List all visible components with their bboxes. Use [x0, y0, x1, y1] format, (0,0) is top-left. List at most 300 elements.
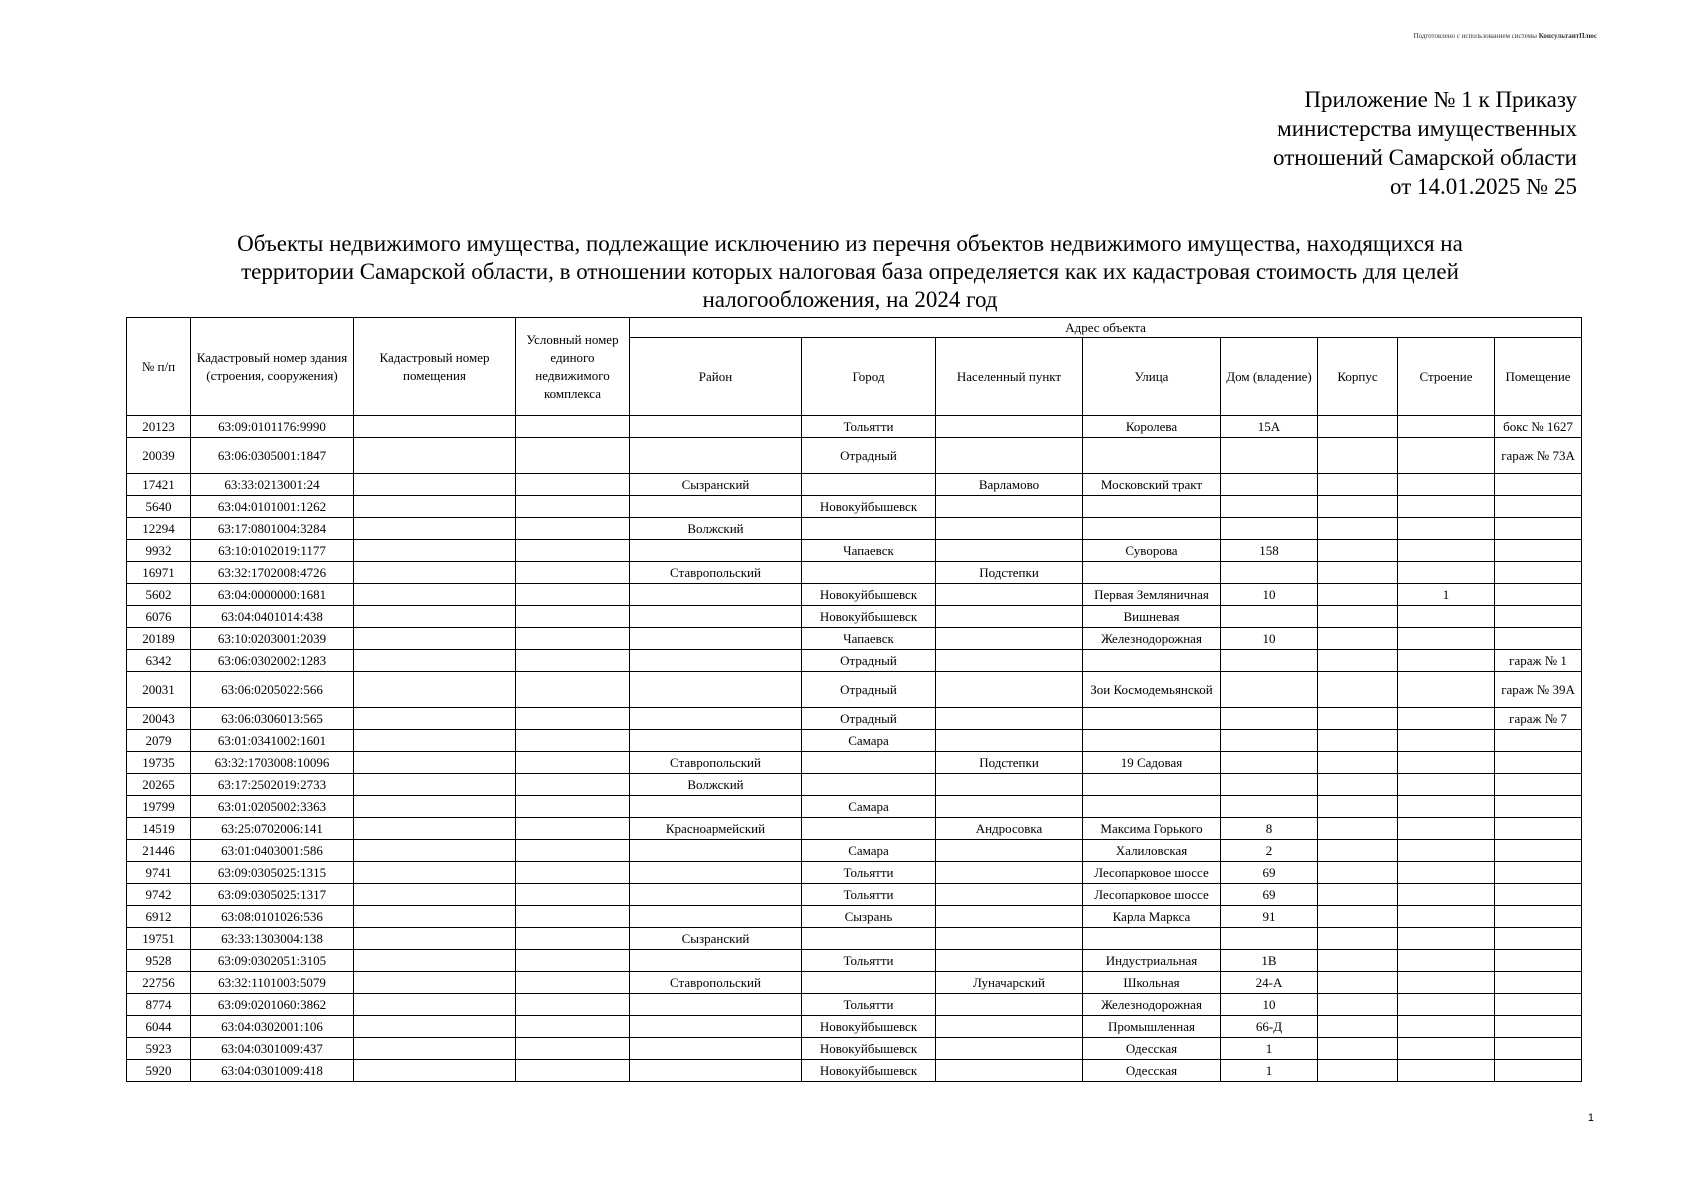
- cell-structure: [1398, 540, 1495, 562]
- cell-house: 1: [1221, 1060, 1318, 1082]
- cell-block: [1318, 708, 1398, 730]
- cell-structure: [1398, 496, 1495, 518]
- cell-district: [630, 650, 802, 672]
- cell-city: [802, 474, 936, 496]
- cell-room-cadastral: [354, 584, 516, 606]
- cell-premises: [1495, 518, 1582, 540]
- cell-structure: [1398, 672, 1495, 708]
- cell-room-cadastral: [354, 540, 516, 562]
- table-row: [127, 518, 1582, 540]
- cell-conditional-number: [516, 416, 630, 438]
- cell-settlement: [936, 840, 1083, 862]
- cell-premises: [1495, 1038, 1582, 1060]
- table-row: [127, 796, 1582, 818]
- cell-district: [630, 416, 802, 438]
- table-row: [127, 950, 1582, 972]
- cell-settlement: [936, 496, 1083, 518]
- cell-street: [1083, 496, 1221, 518]
- cell-conditional-number: [516, 862, 630, 884]
- cell-settlement: Подстепки: [936, 562, 1083, 584]
- cell-num: 20043: [127, 708, 191, 730]
- cell-conditional-number: [516, 474, 630, 496]
- cell-building-cadastral: 63:33:1303004:138: [191, 928, 354, 950]
- cell-block: [1318, 818, 1398, 840]
- cell-block: [1318, 562, 1398, 584]
- cell-block: [1318, 584, 1398, 606]
- cell-room-cadastral: [354, 1016, 516, 1038]
- cell-district: [630, 1038, 802, 1060]
- cell-district: [630, 906, 802, 928]
- cell-house: [1221, 518, 1318, 540]
- cell-street: Халиловская: [1083, 840, 1221, 862]
- cell-num: 19735: [127, 752, 191, 774]
- cell-settlement: [936, 1038, 1083, 1060]
- cell-city: [802, 774, 936, 796]
- cell-district: Красноармейский: [630, 818, 802, 840]
- cell-block: [1318, 540, 1398, 562]
- cell-settlement: [936, 1060, 1083, 1082]
- appendix-block: [1273, 85, 1577, 201]
- header-building-cadastral: Кадастровый номер здания (строения, сооружения): [191, 318, 354, 416]
- cell-district: Ставропольский: [630, 752, 802, 774]
- cell-settlement: [936, 950, 1083, 972]
- cell-building-cadastral: 63:32:1703008:10096: [191, 752, 354, 774]
- cell-premises: гараж № 73А: [1495, 438, 1582, 474]
- cell-house: [1221, 496, 1318, 518]
- cell-building-cadastral: 63:10:0203001:2039: [191, 628, 354, 650]
- cell-structure: [1398, 796, 1495, 818]
- cell-street: [1083, 438, 1221, 474]
- cell-district: Сызранский: [630, 928, 802, 950]
- cell-conditional-number: [516, 884, 630, 906]
- table-row: [127, 906, 1582, 928]
- watermark-prefix: Подготовлено с использованием системы: [1413, 32, 1537, 40]
- cell-room-cadastral: [354, 416, 516, 438]
- cell-building-cadastral: 63:06:0305001:1847: [191, 438, 354, 474]
- header-structure: Строение: [1398, 338, 1495, 416]
- cell-settlement: [936, 708, 1083, 730]
- cell-street: Лесопарковое шоссе: [1083, 862, 1221, 884]
- cell-premises: [1495, 862, 1582, 884]
- appendix-line-4: от 14.01.2025 № 25: [1390, 174, 1577, 199]
- cell-conditional-number: [516, 994, 630, 1016]
- cell-block: [1318, 628, 1398, 650]
- cell-settlement: [936, 518, 1083, 540]
- cell-building-cadastral: 63:01:0403001:586: [191, 840, 354, 862]
- cell-house: 91: [1221, 906, 1318, 928]
- cell-building-cadastral: 63:06:0302002:1283: [191, 650, 354, 672]
- cell-conditional-number: [516, 1060, 630, 1082]
- cell-settlement: [936, 672, 1083, 708]
- table-row: [127, 474, 1582, 496]
- table-row: [127, 438, 1582, 474]
- cell-block: [1318, 438, 1398, 474]
- cell-room-cadastral: [354, 950, 516, 972]
- cell-street: Карла Маркса: [1083, 906, 1221, 928]
- cell-conditional-number: [516, 906, 630, 928]
- cell-street: Вишневая: [1083, 606, 1221, 628]
- cell-building-cadastral: 63:04:0000000:1681: [191, 584, 354, 606]
- cell-structure: [1398, 862, 1495, 884]
- cell-structure: [1398, 972, 1495, 994]
- table-row: [127, 972, 1582, 994]
- cell-district: [630, 708, 802, 730]
- cell-block: [1318, 1038, 1398, 1060]
- cell-city: [802, 972, 936, 994]
- cell-city: Самара: [802, 840, 936, 862]
- cell-structure: [1398, 1016, 1495, 1038]
- cell-street: Железнодорожная: [1083, 994, 1221, 1016]
- cell-room-cadastral: [354, 518, 516, 540]
- cell-settlement: [936, 1016, 1083, 1038]
- cell-num: 9742: [127, 884, 191, 906]
- cell-premises: [1495, 730, 1582, 752]
- header-settlement: Населенный пункт: [936, 338, 1083, 416]
- cell-city: Новокуйбышевск: [802, 1038, 936, 1060]
- cell-building-cadastral: 63:08:0101026:536: [191, 906, 354, 928]
- cell-block: [1318, 884, 1398, 906]
- cell-district: Сызранский: [630, 474, 802, 496]
- cell-conditional-number: [516, 928, 630, 950]
- cell-house: [1221, 730, 1318, 752]
- cell-street: Суворова: [1083, 540, 1221, 562]
- cell-premises: [1495, 774, 1582, 796]
- cell-settlement: Луначарский: [936, 972, 1083, 994]
- cell-settlement: [936, 438, 1083, 474]
- cell-district: [630, 1060, 802, 1082]
- cell-house: 66-Д: [1221, 1016, 1318, 1038]
- cell-house: 10: [1221, 628, 1318, 650]
- cell-building-cadastral: 63:32:1702008:4726: [191, 562, 354, 584]
- cell-block: [1318, 862, 1398, 884]
- cell-conditional-number: [516, 972, 630, 994]
- cell-premises: [1495, 906, 1582, 928]
- cell-premises: [1495, 606, 1582, 628]
- cell-block: [1318, 474, 1398, 496]
- cell-structure: [1398, 818, 1495, 840]
- cell-house: [1221, 474, 1318, 496]
- table-row: [127, 628, 1582, 650]
- header-city: Город: [802, 338, 936, 416]
- cell-num: 20265: [127, 774, 191, 796]
- cell-conditional-number: [516, 518, 630, 540]
- cell-num: 20039: [127, 438, 191, 474]
- cell-structure: [1398, 994, 1495, 1016]
- cell-num: 8774: [127, 994, 191, 1016]
- cell-premises: [1495, 752, 1582, 774]
- cell-structure: [1398, 1038, 1495, 1060]
- cell-city: Отрадный: [802, 438, 936, 474]
- cell-district: Волжский: [630, 518, 802, 540]
- header-house: Дом (владение): [1221, 338, 1318, 416]
- cell-premises: [1495, 928, 1582, 950]
- cell-city: Чапаевск: [802, 540, 936, 562]
- cell-premises: [1495, 884, 1582, 906]
- cell-num: 16971: [127, 562, 191, 584]
- cell-district: [630, 950, 802, 972]
- cell-settlement: [936, 928, 1083, 950]
- table-row: [127, 416, 1582, 438]
- cell-street: Зои Космодемьянской: [1083, 672, 1221, 708]
- cell-building-cadastral: 63:01:0341002:1601: [191, 730, 354, 752]
- cell-premises: [1495, 1016, 1582, 1038]
- header-block: Корпус: [1318, 338, 1398, 416]
- cell-city: Тольятти: [802, 862, 936, 884]
- cell-district: [630, 496, 802, 518]
- cell-settlement: [936, 650, 1083, 672]
- cell-house: [1221, 752, 1318, 774]
- cell-room-cadastral: [354, 840, 516, 862]
- table-row: [127, 1016, 1582, 1038]
- cell-district: [630, 438, 802, 474]
- cell-district: [630, 796, 802, 818]
- cell-conditional-number: [516, 730, 630, 752]
- table-row: [127, 752, 1582, 774]
- cell-block: [1318, 752, 1398, 774]
- cell-street: [1083, 562, 1221, 584]
- table-row: [127, 774, 1582, 796]
- cell-block: [1318, 840, 1398, 862]
- cell-settlement: [936, 906, 1083, 928]
- cell-city: Чапаевск: [802, 628, 936, 650]
- cell-street: [1083, 650, 1221, 672]
- cell-conditional-number: [516, 584, 630, 606]
- cell-district: [630, 994, 802, 1016]
- cell-city: [802, 928, 936, 950]
- cell-city: Новокуйбышевск: [802, 1016, 936, 1038]
- cell-num: 22756: [127, 972, 191, 994]
- cell-city: Тольятти: [802, 884, 936, 906]
- cell-conditional-number: [516, 950, 630, 972]
- cell-street: Лесопарковое шоссе: [1083, 884, 1221, 906]
- cell-conditional-number: [516, 650, 630, 672]
- header-room-cadastral: Кадастровый номер помещения: [354, 318, 516, 416]
- cell-street: [1083, 928, 1221, 950]
- table-row: [127, 496, 1582, 518]
- cell-house: 1В: [1221, 950, 1318, 972]
- cell-num: 21446: [127, 840, 191, 862]
- cell-block: [1318, 928, 1398, 950]
- consultant-watermark: [1414, 32, 1597, 40]
- appendix-line-3: отношений Самарской области: [1273, 145, 1577, 170]
- cell-num: 17421: [127, 474, 191, 496]
- cell-city: Отрадный: [802, 708, 936, 730]
- title-line-1: Объекты недвижимого имущества, подлежащие исключению из перечня объектов недвижимого имущества, находящихся на: [237, 231, 1463, 256]
- cell-premises: бокс № 1627: [1495, 416, 1582, 438]
- table-row: [127, 708, 1582, 730]
- cell-street: Промышленная: [1083, 1016, 1221, 1038]
- cell-structure: [1398, 518, 1495, 540]
- cell-house: [1221, 672, 1318, 708]
- cell-structure: [1398, 774, 1495, 796]
- cell-street: Одесская: [1083, 1060, 1221, 1082]
- cell-room-cadastral: [354, 862, 516, 884]
- cell-structure: [1398, 562, 1495, 584]
- cell-block: [1318, 650, 1398, 672]
- cell-settlement: [936, 730, 1083, 752]
- cell-block: [1318, 518, 1398, 540]
- cell-settlement: [936, 416, 1083, 438]
- cell-block: [1318, 416, 1398, 438]
- cell-street: Школьная: [1083, 972, 1221, 994]
- cell-building-cadastral: 63:33:0213001:24: [191, 474, 354, 496]
- cell-house: 15А: [1221, 416, 1318, 438]
- cell-city: Новокуйбышевск: [802, 606, 936, 628]
- cell-premises: [1495, 562, 1582, 584]
- cell-conditional-number: [516, 752, 630, 774]
- cell-building-cadastral: 63:09:0305025:1315: [191, 862, 354, 884]
- cell-room-cadastral: [354, 496, 516, 518]
- cell-conditional-number: [516, 1038, 630, 1060]
- cell-city: Тольятти: [802, 416, 936, 438]
- cell-district: [630, 628, 802, 650]
- table-row: [127, 1038, 1582, 1060]
- cell-num: 6044: [127, 1016, 191, 1038]
- cell-street: Индустриальная: [1083, 950, 1221, 972]
- header-conditional-number: Условный номер единого недвижимого комплекса: [516, 318, 630, 416]
- cell-premises: [1495, 972, 1582, 994]
- cell-settlement: [936, 540, 1083, 562]
- cell-room-cadastral: [354, 650, 516, 672]
- header-num: № п/п: [127, 318, 191, 416]
- cell-district: [630, 1016, 802, 1038]
- cell-structure: [1398, 906, 1495, 928]
- cell-premises: [1495, 628, 1582, 650]
- cell-block: [1318, 994, 1398, 1016]
- cell-room-cadastral: [354, 928, 516, 950]
- cell-house: [1221, 562, 1318, 584]
- header-address: Адрес объекта: [630, 318, 1582, 338]
- cell-city: Сызрань: [802, 906, 936, 928]
- cell-structure: [1398, 474, 1495, 496]
- table-row: [127, 928, 1582, 950]
- cell-premises: гараж № 39А: [1495, 672, 1582, 708]
- cell-num: 5640: [127, 496, 191, 518]
- cell-block: [1318, 796, 1398, 818]
- table-row: [127, 562, 1582, 584]
- cell-building-cadastral: 63:04:0301009:437: [191, 1038, 354, 1060]
- cell-structure: [1398, 730, 1495, 752]
- cell-num: 2079: [127, 730, 191, 752]
- cell-num: 19799: [127, 796, 191, 818]
- cell-house: [1221, 796, 1318, 818]
- cell-num: 5920: [127, 1060, 191, 1082]
- cell-structure: [1398, 950, 1495, 972]
- cell-city: Тольятти: [802, 950, 936, 972]
- table-row: [127, 606, 1582, 628]
- cell-conditional-number: [516, 562, 630, 584]
- cell-structure: [1398, 606, 1495, 628]
- cell-city: [802, 752, 936, 774]
- cell-premises: [1495, 950, 1582, 972]
- cell-building-cadastral: 63:04:0302001:106: [191, 1016, 354, 1038]
- cell-room-cadastral: [354, 672, 516, 708]
- cell-street: Одесская: [1083, 1038, 1221, 1060]
- table-row: [127, 540, 1582, 562]
- cell-building-cadastral: 63:10:0102019:1177: [191, 540, 354, 562]
- cell-conditional-number: [516, 840, 630, 862]
- cell-num: 20189: [127, 628, 191, 650]
- cell-room-cadastral: [354, 972, 516, 994]
- cell-street: [1083, 730, 1221, 752]
- cell-settlement: [936, 584, 1083, 606]
- cell-premises: [1495, 540, 1582, 562]
- title-line-2: территории Самарской области, в отношении которых налоговая база определяется как их кадастровая стоимость для целей: [241, 259, 1459, 284]
- cell-premises: [1495, 496, 1582, 518]
- cell-district: [630, 540, 802, 562]
- cell-house: [1221, 606, 1318, 628]
- cell-building-cadastral: 63:09:0201060:3862: [191, 994, 354, 1016]
- cell-structure: [1398, 708, 1495, 730]
- cell-structure: [1398, 416, 1495, 438]
- cell-premises: [1495, 994, 1582, 1016]
- cell-structure: [1398, 928, 1495, 950]
- cell-room-cadastral: [354, 628, 516, 650]
- cell-structure: [1398, 840, 1495, 862]
- cell-num: 9741: [127, 862, 191, 884]
- cell-conditional-number: [516, 1016, 630, 1038]
- cell-district: [630, 606, 802, 628]
- cell-street: Королева: [1083, 416, 1221, 438]
- cell-city: Новокуйбышевск: [802, 584, 936, 606]
- cell-street: [1083, 774, 1221, 796]
- cell-city: Отрадный: [802, 672, 936, 708]
- table-row: [127, 862, 1582, 884]
- cell-premises: [1495, 1060, 1582, 1082]
- cell-structure: [1398, 650, 1495, 672]
- cell-city: Новокуйбышевск: [802, 496, 936, 518]
- table-row: [127, 650, 1582, 672]
- cell-num: 9932: [127, 540, 191, 562]
- cell-street: Московский тракт: [1083, 474, 1221, 496]
- cell-conditional-number: [516, 708, 630, 730]
- appendix-line-1: Приложение № 1 к Приказу: [1304, 87, 1577, 112]
- cell-room-cadastral: [354, 796, 516, 818]
- cell-premises: [1495, 840, 1582, 862]
- cell-district: [630, 840, 802, 862]
- cell-settlement: Подстепки: [936, 752, 1083, 774]
- cell-settlement: Варламово: [936, 474, 1083, 496]
- cell-house: [1221, 774, 1318, 796]
- cell-house: 24-А: [1221, 972, 1318, 994]
- cell-room-cadastral: [354, 708, 516, 730]
- cell-room-cadastral: [354, 474, 516, 496]
- cell-structure: [1398, 438, 1495, 474]
- cell-conditional-number: [516, 672, 630, 708]
- cell-building-cadastral: 63:09:0101176:9990: [191, 416, 354, 438]
- header-district: Район: [630, 338, 802, 416]
- cell-num: 6342: [127, 650, 191, 672]
- cell-district: [630, 584, 802, 606]
- cell-street: [1083, 518, 1221, 540]
- cell-room-cadastral: [354, 994, 516, 1016]
- cell-premises: [1495, 796, 1582, 818]
- cell-settlement: [936, 774, 1083, 796]
- cell-building-cadastral: 63:25:0702006:141: [191, 818, 354, 840]
- cell-street: Железнодорожная: [1083, 628, 1221, 650]
- cell-block: [1318, 730, 1398, 752]
- cell-structure: [1398, 752, 1495, 774]
- cell-house: [1221, 928, 1318, 950]
- cell-street: Первая Земляничная: [1083, 584, 1221, 606]
- cell-building-cadastral: 63:17:0801004:3284: [191, 518, 354, 540]
- cell-district: [630, 672, 802, 708]
- cell-building-cadastral: 63:06:0306013:565: [191, 708, 354, 730]
- table-row: [127, 840, 1582, 862]
- table-row: [127, 730, 1582, 752]
- cell-district: Ставропольский: [630, 972, 802, 994]
- cell-city: [802, 518, 936, 540]
